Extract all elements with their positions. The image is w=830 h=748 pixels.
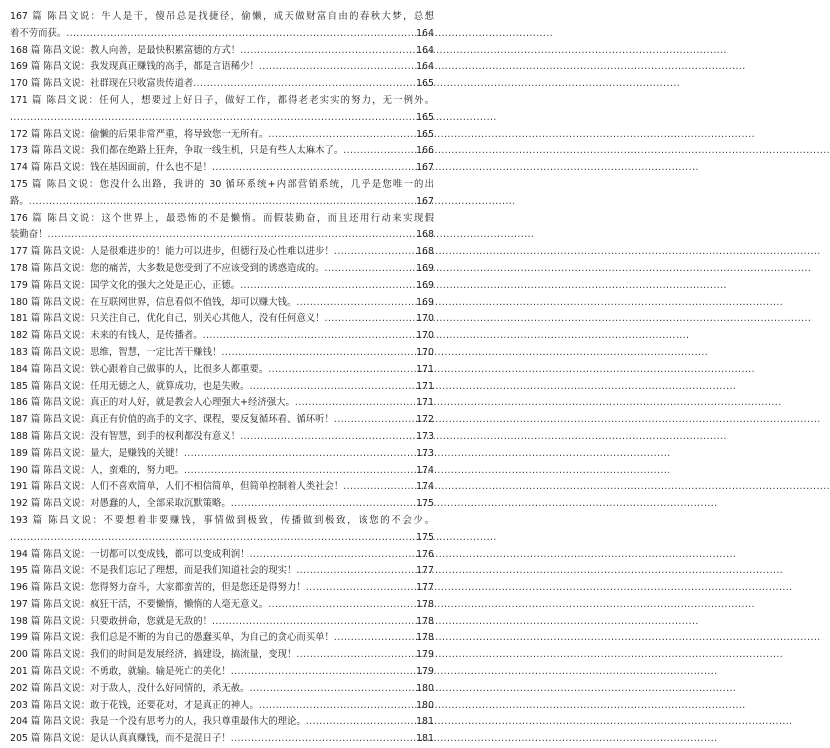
dot-leader (240, 43, 415, 60)
page-number: 170 (416, 346, 434, 358)
page-number: 165 (416, 128, 434, 140)
toc-entry-title: 170 篇 陈昌文说：社群现在只收富贵传道者 (10, 78, 194, 90)
page-number: 169 (416, 262, 434, 274)
toc-entry-title: 186 篇 陈昌文说：真正的对人好，就是教会人心理强大+经济强大。 (10, 397, 295, 409)
toc-entry[interactable] (10, 261, 434, 278)
toc-entry-title: 191 篇 陈昌文说：人们不喜欢简单，人们不相信简单，但简单控制着人类社会！ (10, 481, 344, 493)
toc-entry-title-line1: 176 篇 陈昌文说：这个世界上，最恐怖的不是懒惰。而假装勤奋，而且还用行动来实现假 (10, 212, 434, 224)
toc-entry[interactable] (10, 93, 434, 127)
toc-entry-title: 194 篇 陈昌文说：一切都可以变成钱，都可以变成利润！ (10, 548, 250, 560)
page-number: 175 (416, 531, 434, 543)
toc-entry[interactable] (10, 647, 434, 664)
page-number: 170 (416, 330, 434, 342)
dot-leader (306, 714, 415, 731)
dot-leader (334, 630, 415, 647)
page-number: 172 (416, 414, 434, 426)
dot-leader (48, 227, 416, 244)
dot-leader (231, 731, 415, 748)
toc-entry-title: 182 篇 陈昌文说：未来的有钱人，是传播者。 (10, 330, 203, 342)
toc-entry-title: 196 篇 陈昌文说：您得努力奋斗，大家都蛮苦的，但是您还是得努力！ (10, 582, 306, 594)
dot-leader (193, 76, 415, 93)
toc-entry-title: 199 篇 陈昌文说：我们总是不断的为自己的愚蠢买单，为自己的贪心而买单！ (10, 632, 334, 644)
dot-leader (10, 530, 415, 547)
toc-entry-title: 188 篇 陈昌文说：没有智慧，到手的权利都没有意义！ (10, 430, 241, 442)
toc-entry-title: 177 篇 陈昌文说：人是很难进步的！能力可以进步，但德行及心性难以进步！ (10, 246, 334, 258)
dot-leader (296, 647, 415, 664)
dot-leader (296, 563, 415, 580)
dot-leader (221, 345, 415, 362)
toc-entry-title: 205 篇 陈昌文说：是认认真真赚钱，而不是混日子！ (10, 733, 231, 745)
toc-entry-title: 187 篇 陈昌文说：真正有价值的高手的文字、课程，要反复循环看、循环听！ (10, 414, 334, 426)
toc-entry-title: 190 篇 陈昌文说：人，蛮难的，努力吧。 (10, 464, 184, 476)
toc-entry-title: 198 篇 陈昌文说：只要敢拼命，您就是无敌的！ (10, 615, 212, 627)
page-number: 176 (416, 548, 434, 560)
toc-entry-title-line2: 路。 (10, 195, 29, 207)
toc-entry-title: 192 篇 陈昌文说：对愚蠢的人，全部采取沉默策略。 (10, 498, 231, 510)
toc-entry[interactable] (10, 328, 434, 345)
toc-entry[interactable] (10, 143, 434, 160)
page-number: 178 (416, 632, 434, 644)
toc-entry[interactable] (10, 362, 434, 379)
toc-entry[interactable] (10, 614, 434, 631)
page-number: 173 (416, 447, 434, 459)
page-number: 168 (416, 229, 434, 241)
dot-leader (184, 463, 415, 480)
dot-leader (334, 244, 415, 261)
toc-entry[interactable] (10, 345, 434, 362)
toc-entry-title-line2: 装勤奋！ (10, 229, 48, 241)
toc-entry[interactable] (10, 160, 434, 177)
page-number: 181 (416, 733, 434, 745)
toc-entry-title: 181 篇 陈昌文说：只关注自己，优化自己，别关心其他人，没有任何意义！ (10, 313, 325, 325)
toc-entry[interactable] (10, 496, 434, 513)
page-number: 164 (416, 61, 434, 73)
page-number: 167 (416, 195, 434, 207)
toc-entry-title-line1: 193 篇 陈昌文说：不要想着非要赚钱，事情做到极致，传播做到极致，该您的不会少。 (10, 514, 434, 526)
dot-leader (10, 110, 415, 127)
dot-leader (259, 59, 415, 76)
page-number: 180 (416, 682, 434, 694)
toc-entry[interactable] (10, 43, 434, 60)
dot-leader (184, 446, 415, 463)
toc-entry[interactable] (10, 311, 434, 328)
toc-entry[interactable] (10, 580, 434, 597)
toc-entry[interactable] (10, 127, 434, 144)
toc-entry[interactable] (10, 76, 434, 93)
dot-leader (268, 362, 415, 379)
toc-entry[interactable] (10, 9, 434, 43)
dot-leader (212, 160, 415, 177)
dot-leader (66, 26, 415, 43)
toc-entry-title: 195 篇 陈昌文说：不是我们忘记了理想，而是我们知道社会的现实！ (10, 565, 297, 577)
toc-entry[interactable] (10, 731, 434, 748)
toc-entry-title: 173 篇 陈昌文说：我们都在绝路上狂奔，争取一线生机，只是有些人太麻木了。 (10, 145, 344, 157)
page-number: 180 (416, 699, 434, 711)
dot-leader (306, 580, 415, 597)
toc-entry[interactable] (10, 563, 434, 580)
toc-entry[interactable] (10, 597, 434, 614)
page-number: 168 (416, 246, 434, 258)
dot-leader (343, 479, 415, 496)
page-number: 179 (416, 666, 434, 678)
toc-entry[interactable] (10, 177, 434, 211)
page-number: 171 (416, 397, 434, 409)
toc-entry[interactable] (10, 630, 434, 647)
page-number: 177 (416, 565, 434, 577)
page-number: 166 (416, 145, 434, 157)
dot-leader (324, 261, 415, 278)
page-number: 164 (416, 27, 434, 39)
page-number: 169 (416, 296, 434, 308)
dot-leader (29, 194, 415, 211)
toc-entry[interactable] (10, 59, 434, 76)
page-number: 173 (416, 430, 434, 442)
dot-leader (324, 311, 415, 328)
toc-entry[interactable] (10, 211, 434, 245)
page-number: 179 (416, 649, 434, 661)
page-number: 181 (416, 716, 434, 728)
toc-entry-title: 172 篇 陈昌文说：偷懒的后果非常严重，将导致您一无所有。 (10, 128, 269, 140)
toc-entry-title-line1: 167 篇 陈昌文说：牛人是干，傻吊总是找捷径，偷懒，成天做财富自由的春秋大梦，总想 (10, 11, 434, 22)
dot-leader (334, 412, 415, 429)
toc-entry-title: 183 篇 陈昌文说：思维，智慧，一定比苦干赚钱！ (10, 346, 222, 358)
toc-entry[interactable] (10, 379, 434, 396)
toc-entry-title-line1: 171 篇 陈昌文说：任何人，想要过上好日子，做好工作，都得老老实实的努力，无一例外。 (10, 94, 434, 106)
toc-entry[interactable] (10, 681, 434, 698)
toc-entry-title: 169 篇 陈昌文说：我发现真正赚钱的高手，都是言语稀少！ (10, 61, 259, 73)
page-number: 169 (416, 279, 434, 291)
dot-leader (231, 496, 415, 513)
page-number: 164 (416, 44, 434, 56)
dot-leader (231, 664, 415, 681)
toc-entry[interactable] (10, 714, 434, 731)
dot-leader (203, 328, 415, 345)
toc-entry-title: 202 篇 陈昌文说：对于敌人，没什么好同情的，杀无赦。 (10, 682, 250, 694)
toc-entry[interactable] (10, 513, 434, 547)
toc-entry-title: 201 篇 陈昌文说：不勇敢，就输。输是死亡的美化！ (10, 666, 231, 678)
dot-leader (249, 547, 415, 564)
page-number: 177 (416, 582, 434, 594)
toc-entry[interactable] (10, 463, 434, 480)
toc-entry[interactable] (10, 698, 434, 715)
page-number: 178 (416, 615, 434, 627)
toc-entry[interactable] (10, 479, 434, 496)
page-number: 171 (416, 380, 434, 392)
toc-entry[interactable] (10, 295, 434, 312)
toc-entry[interactable] (10, 429, 434, 446)
dot-leader (259, 698, 415, 715)
toc-entry-title-line1: 175 篇 陈昌文说：您没什么出路，我讲的 30 循环系统+内部营销系统，几乎是您唯一的出 (10, 178, 434, 190)
dot-leader (268, 597, 415, 614)
toc-entry-title: 180 篇 陈昌文说：在互联网世界，信息看似不值钱，却可以赚大钱。 (10, 296, 297, 308)
toc-entry-title: 174 篇 陈昌文说：钱在基因面前，什么也不是！ (10, 162, 212, 174)
page-number: 174 (416, 481, 434, 493)
toc-entry[interactable] (10, 547, 434, 564)
dot-leader (240, 278, 415, 295)
toc-entry-title: 168 篇 陈昌文说：教人向善，是最快积累富德的方式！ (10, 44, 241, 56)
dot-leader (249, 379, 415, 396)
page-number: 178 (416, 598, 434, 610)
toc-entry-title: 189 篇 陈昌文说：量大，是赚钱的关键！ (10, 447, 184, 459)
page-number: 165 (416, 111, 434, 123)
toc-entry[interactable] (10, 446, 434, 463)
toc-entry-title: 204 篇 陈昌文说：我是一个没有思考力的人，我只尊重最伟大的理论。 (10, 716, 306, 728)
toc-entry-title: 200 篇 陈昌文说：我们的时间是发展经济，搞建设，搞流量，变现！ (10, 649, 297, 661)
toc-entry-title-line2: 着不劳而获。 (10, 27, 67, 39)
dot-leader (295, 395, 415, 412)
page-number: 170 (416, 313, 434, 325)
dot-leader (212, 614, 415, 631)
page-number: 174 (416, 464, 434, 476)
dot-leader (268, 127, 415, 144)
toc-entry-title: 197 篇 陈昌文说：疯狂干活，不要懒惰，懒惰的人毫无意义。 (10, 598, 269, 610)
dot-leader (296, 295, 415, 312)
toc-entry-title: 185 篇 陈昌文说：任用无德之人，就算成功，也是失败。 (10, 380, 250, 392)
page-number: 165 (416, 78, 434, 90)
page-number: 171 (416, 363, 434, 375)
toc-entry[interactable] (10, 395, 434, 412)
toc-entry[interactable] (10, 412, 434, 429)
toc-entry-title: 203 篇 陈昌文说：敢于花钱，还要花对，才是真正的神人。 (10, 699, 259, 711)
toc-entry[interactable] (10, 278, 434, 295)
dot-leader (240, 429, 415, 446)
dot-leader (343, 143, 415, 160)
toc-entry[interactable] (10, 244, 434, 261)
page-number: 167 (416, 162, 434, 174)
dot-leader (249, 681, 415, 698)
toc-entry-title: 184 篇 陈昌文说：铁心跟着自己做事的人，比很多人都重要。 (10, 363, 269, 375)
toc-entry-title: 178 篇 陈昌文说：您的痛苦，大多数是您受到了不应该受到的诱惑造成的。 (10, 262, 325, 274)
toc-entry[interactable] (10, 664, 434, 681)
toc-entry-title: 179 篇 陈昌文说：国学文化的强大之处是正心，正德。 (10, 279, 241, 291)
page-number: 175 (416, 498, 434, 510)
